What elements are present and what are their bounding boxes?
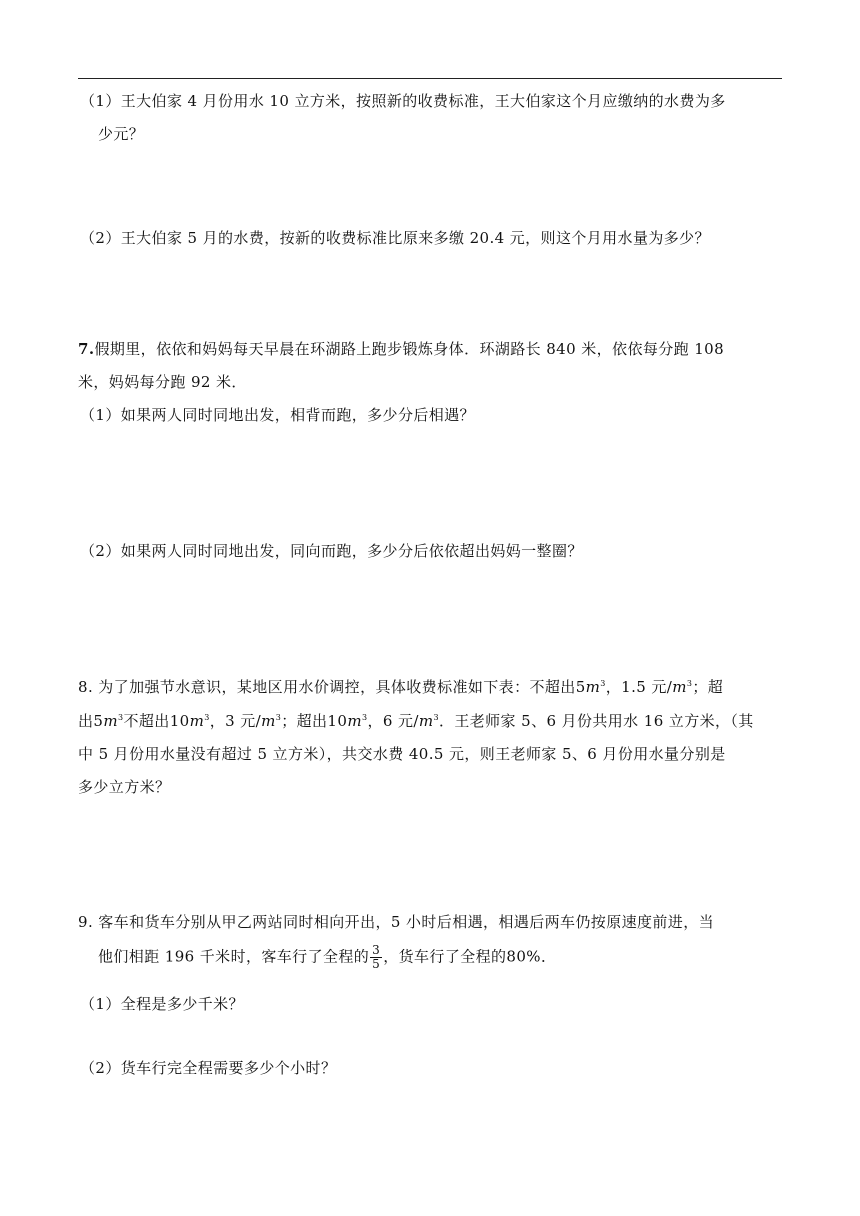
header-rule	[78, 78, 782, 79]
q8-line4: 多少立方米？	[78, 778, 171, 796]
q7-part1: （1）如果两人同时同地出发，相背而跑，多少分后相遇？	[80, 406, 475, 424]
q6-part1-line1: （1）王大伯家 4 月份用水 10 立方米，按照新的收费标准，王大伯家这个月应缴纳的水费为多	[80, 92, 726, 110]
q7-line1	[78, 339, 724, 359]
q7-part2: （2）如果两人同时同地出发，同向而跑，多少分后依依超出妈妈一整圈？	[80, 542, 583, 560]
q9-part1: （1）全程是多少千米？	[80, 995, 244, 1013]
q7-number: 7.	[78, 340, 95, 358]
q7-line2: 米，妈妈每分跑 92 米．	[78, 373, 247, 391]
q8-line3: 中 5 月份用水量没有超过 5 立方米），共交水费 40.5 元，则王老师家 5、6 月份用水量分别是	[78, 745, 726, 763]
q7-text1: 假期里，依依和妈妈每天早晨在环湖路上跑步锻炼身体．环湖路长 840 米，依依每分跑 108	[94, 340, 725, 358]
q9-line1: 9. 客车和货车分别从甲乙两站同时相向开出，5 小时后相遇，相遇后两车仍按原速度前进，当	[78, 913, 714, 931]
q8-line1: 8. 为了加强节水意识，某地区用水价调控，具体收费标准如下表：不超出$5m^3$，1.5 元$/m^3$；超	[78, 678, 724, 696]
q6-part1-line2: 少元？	[98, 125, 145, 143]
q9-part2: （2）货车行完全程需要多少个小时？	[80, 1059, 337, 1077]
q9-line2: 他们相距 196 千米时，客车行了全程的 $\frac{3}{5}$ ，货车行了全程的80%．	[98, 943, 557, 971]
fraction-three-fifths: $\frac{3}{5}$	[372, 943, 381, 971]
q6-part2: （2）王大伯家 5 月的水费，按新的收费标准比原来多缴 20.4 元，则这个月用水量为多少？	[80, 229, 710, 247]
q8-line2: 出$5m^3$不超出$10m^3$，3 元$/m^3$；超出$10m^3$，6 元$/m^3$．王老师家 5、6 月份共用水 16 立方米，（其	[78, 712, 754, 730]
